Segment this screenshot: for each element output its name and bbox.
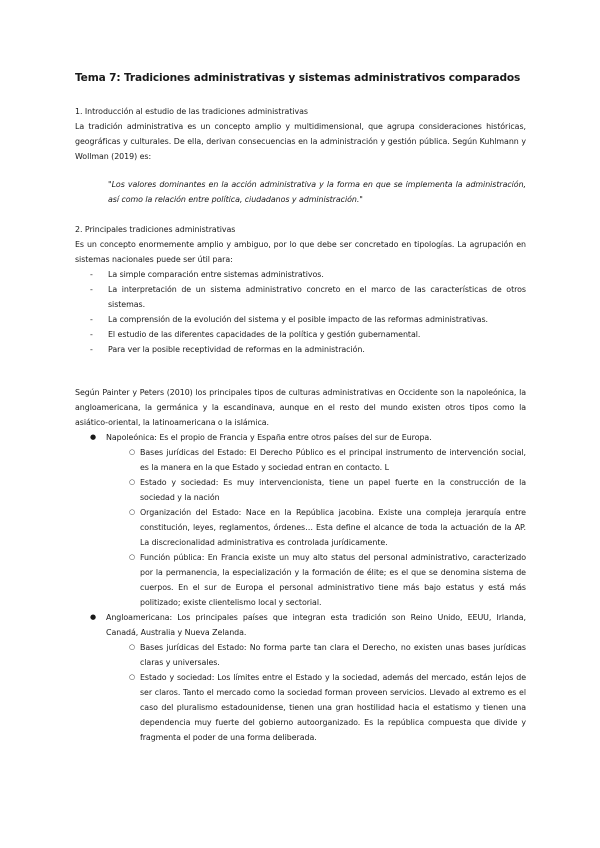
bullet-icon: ● (90, 613, 97, 621)
list-item-text: Bases jurídicas del Estado: No forma parte tan clara el Derecho, no existen unas bases jurídicas claras y universales. (140, 643, 526, 667)
circle-bullet-icon: ○ (129, 553, 136, 561)
uses-list (75, 267, 526, 357)
list-item: - La interpretación de un sistema administrativo concreto en el marco de las características de otros sistemas. (75, 282, 526, 312)
list-item (106, 550, 526, 610)
list-item (106, 445, 526, 475)
painter-peters-paragraph: Según Painter y Peters (2010) los principales tipos de culturas administrativas en Occidente son la napoleónica, la angloamericana, la germánica y la escandinava, aunque en el resto del mundo existen otros tipos como la asiático-oriental, la latinoamericana o la islámica. (75, 388, 526, 427)
circle-bullet-icon: ○ (129, 508, 136, 516)
page-title: Tema 7: Tradiciones administrativas y sistemas administrativos comparados (75, 72, 521, 84)
section-2-heading: 2. Principales tradiciones administrativas (75, 225, 236, 234)
list-item-text: Bases jurídicas del Estado: El Derecho Público es el principal instrumento de intervención social, es la manera en la que Estado y sociedad entran en contacto. L (140, 448, 526, 472)
circle-bullet-icon: ○ (129, 673, 136, 681)
section-1-heading: 1. Introducción al estudio de las tradiciones administrativas (75, 107, 308, 116)
section-2-paragraph: Es un concepto enormemente amplio y ambiguo, por lo que debe ser concretado en tipologías. La agrupación en sistemas nacionales puede ser útil para: (75, 240, 526, 264)
tradition-napoleonic (75, 430, 526, 610)
list-item (106, 640, 526, 670)
circle-bullet-icon: ○ (129, 643, 136, 651)
tradition-label: Napoleónica: Es el propio de Francia y España entre otros países del sur de Europa. (106, 433, 432, 442)
list-item (106, 670, 526, 745)
bullet-icon: ● (90, 433, 97, 441)
list-item (106, 475, 526, 505)
definition-quote: "Los valores dominantes en la acción administrativa y la forma en que se implementa la administración, así como la relación entre política, ciudadanos y administración." (108, 180, 526, 204)
tradition-sublist (106, 640, 526, 745)
list-item (106, 505, 526, 550)
circle-bullet-icon: ○ (129, 448, 136, 456)
tradition-angloamerican (75, 610, 526, 745)
circle-bullet-icon: ○ (129, 478, 136, 486)
list-item: - El estudio de las diferentes capacidades de la política y gestión gubernamental. (75, 327, 526, 342)
list-item: - La comprensión de la evolución del sistema y el posible impacto de las reformas administrativas. (75, 312, 526, 327)
list-item: - Para ver la posible receptividad de reformas en la administración. (75, 342, 526, 357)
list-item-text: Organización del Estado: Nace en la República jacobina. Existe una compleja jerarquía entre constitución, leyes, reglamentos, órdenes… Esta define el alcance de toda la actuación de la AP. La discrecionalidad administrativa es controlada jurídicamente. (140, 508, 526, 547)
list-item-text: Función pública: En Francia existe un muy alto status del personal administrativo, caracterizado por la permanencia, la especialización y la formación de élite; es el que se denomina sistema de cuerpos. En el sur de Europa el personal administrativo tiene más bajo estatus y está más politizado; existe clientelismo local y sectorial. (140, 553, 526, 607)
traditions-list (75, 430, 526, 745)
tradition-sublist (106, 445, 526, 610)
list-item: - La simple comparación entre sistemas administrativos. (75, 267, 526, 282)
tradition-label: Angloamericana: Los principales países que integran esta tradición son Reino Unido, EEUU, Irlanda, Canadá, Australia y Nueva Zelanda. (106, 613, 526, 637)
list-item-text: Estado y sociedad: Es muy intervencionista, tiene un papel fuerte en la construcción de la sociedad y la nación (140, 478, 526, 502)
section-1-paragraph: La tradición administrativa es un concepto amplio y multidimensional, que agrupa consideraciones históricas, geográficas y culturales. De ella, derivan consecuencias en la administración y gestión pública. Según Kuhlmann y Wollman (2019) es: (75, 122, 526, 161)
list-item-text: Estado y sociedad: Los límites entre el Estado y la sociedad, además del mercado, están lejos de ser claros. Tanto el mercado como la sociedad forman proveen servicios. Llevado al extremo es el caso del pluralismo estadounidense, tienen una gran hostilidad hacia el estatismo y tienen una dependencia muy fuerte del gobierno autoorganizado. Es la república compuesta que divide y fragmenta el poder de una forma deliberada. (140, 673, 526, 742)
